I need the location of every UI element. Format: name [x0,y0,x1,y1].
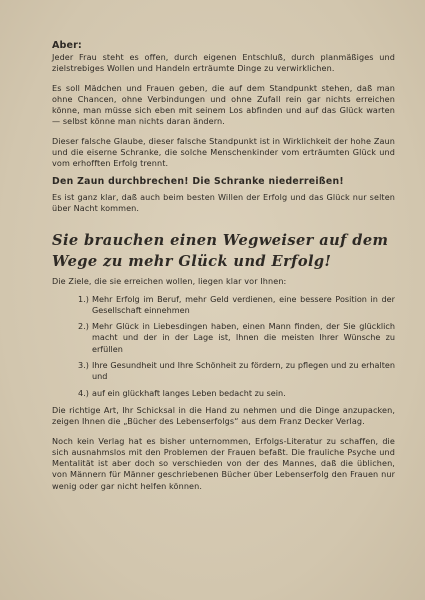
paragraph-2: Es soll Mädchen und Frauen geben, die auf dem Standpunkt stehen, daß man ohne Chancen, ohne Verbindungen und ohne Zufall rein gar nichts erreichen könne, man müsse sich eben mit seinem Los abfinden und auf das Glück warten — selbst könne man nichts daran ändern. [52,82,395,127]
list-item [78,388,395,399]
paragraph-3: Dieser falsche Glaube, dieser falsche Standpunkt ist in Wirklichkeit der hohe Zaun und die eiserne Schranke, die solche Menschenkinder vom erträumten Glück und vom erhofften Erfolg trennt. [52,135,395,169]
list-item-text: Mehr Glück in Liebesdingen haben, einen Mann finden, der Sie glücklich macht und der in der Lage ist, Ihnen die meisten Ihrer Wünsche zu erfüllen [92,321,395,354]
list-item-text: auf ein glückhaft langes Leben bedacht zu sein. [92,387,286,398]
bold-slogan: Den Zaun durchbrechen! Die Schranke niederreißen! [52,175,344,187]
paragraph-5: Es ist ganz klar, daß auch beim besten Willen der Erfolg und das Glück nur selten über Nacht kommen. [52,191,395,213]
list-item-text: Ihre Gesundheit und Ihre Schönheit zu fördern, zu pflegen und zu erhalten und [92,360,395,382]
paragraph-6: Die richtige Art, Ihr Schicksal in die Hand zu nehmen und die Dinge anzupacken, zeigen Ihnen die „Bücher des Lebenserfolgs“ aus dem Franz Decker Verlag. [52,404,395,427]
list-item-number: 4.) [78,387,89,398]
goals-list [52,294,395,399]
list-item-number: 1.) [78,293,89,304]
section-heading: Aber: [52,40,82,51]
list-item-text: Mehr Erfolg im Beruf, mehr Geld verdienen, eine bessere Position in der Gesellschaft einnehmen [92,293,395,315]
list-item [78,294,395,317]
list-item-number: 3.) [78,360,89,371]
main-heading: Sie brauchen einen Wegweiser auf dem Wege zu mehr Glück und Erfolg! [52,232,389,271]
list-item [78,321,395,355]
paragraph-7: Noch kein Verlag hat es bisher unternommen, Erfolgs-Literatur zu schaffen, die sich ausnahmslos mit den Problemen der Frauen befaßt. Die frauliche Psyche und Mentalität ist aber doch so verschieden von der des Mannes, daß die üblichen, von Männern für Männer geschriebenen Bücher über Lebenserfolg den Frauen nur wenig oder gar nicht helfen können. [52,435,395,491]
list-item [78,360,395,383]
list-item-number: 2.) [78,321,89,332]
goals-intro: Die Ziele, die sie erreichen wollen, liegen klar vor Ihnen: [52,276,287,287]
paragraph-1: Jeder Frau steht es offen, durch eigenen Entschluß, durch planmäßiges und zielstrebiges Wollen und Handeln erträumte Dinge zu verwirklichen. [52,52,395,74]
